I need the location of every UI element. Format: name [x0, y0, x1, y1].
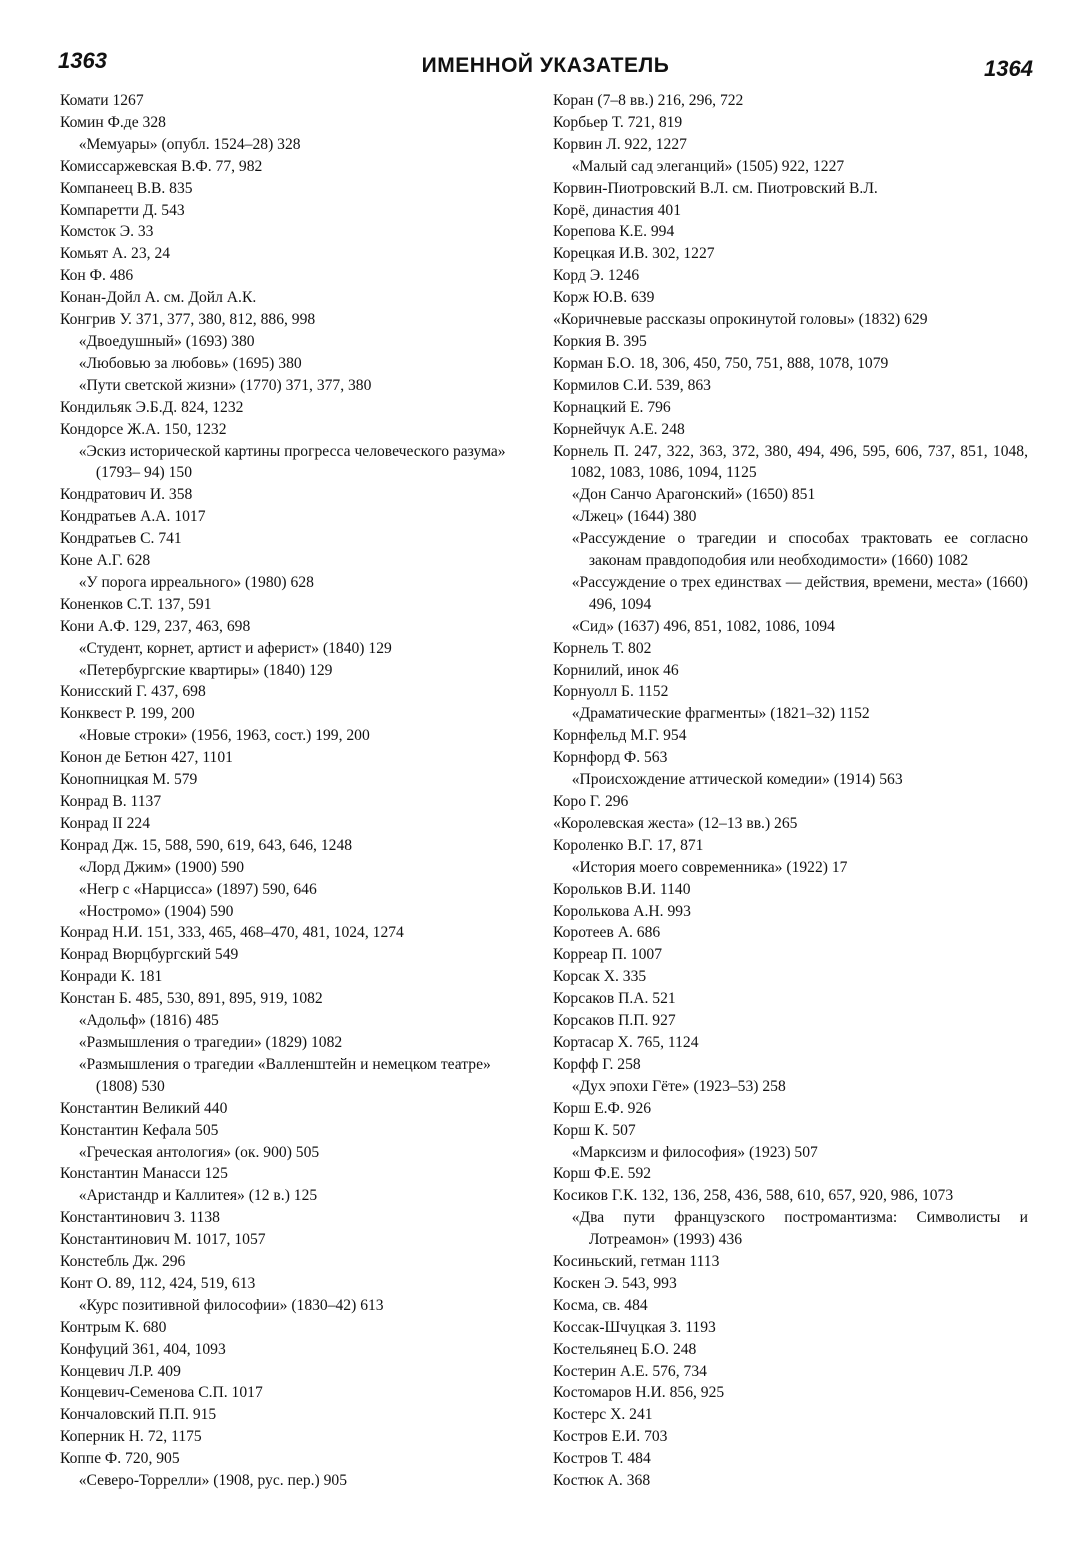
index-entry: Коне А.Г. 628: [60, 552, 151, 570]
index-subentry: «Размышления о трагедии «Валленштейн и немецком театре» (1808) 530: [78, 1055, 491, 1095]
index-entry: Корвин-Пиотровский В.Л. см. Пиотровский В.Л.: [553, 179, 878, 197]
left-column: [60, 90, 530, 1492]
index-entry: Короленко В.Г. 17, 871: [553, 836, 704, 854]
index-entry: Кортасар Х. 765, 1124: [553, 1033, 699, 1051]
index-entry: Корж Ю.В. 639: [553, 289, 655, 307]
index-entry: Коппе Ф. 720, 905: [60, 1450, 180, 1468]
index-entry: Компаретти Д. 543: [60, 201, 185, 219]
index-entry: Корд Э. 1246: [553, 267, 640, 285]
index-entry: Кондратьев А.А. 1017: [60, 508, 206, 526]
index-subentry: «Лорд Джим» (1900) 590: [78, 858, 245, 876]
index-subentry: «Аристандр и Каллитея» (12 в.) 125: [78, 1187, 318, 1205]
index-entry: Корнель П. 247, 322, 363, 372, 380, 494, 496, 595, 606, 737, 851, 1048, 1082, 1083, 1086, 1094, 1125: [553, 442, 1028, 482]
index-entry: Конрад В. 1137: [60, 793, 162, 810]
index-subentry: «Любовью за любовь» (1695) 380: [78, 354, 302, 372]
index-entry: Комин Ф.де 328: [60, 113, 166, 131]
index-entry: Корольков В.И. 1140: [553, 880, 691, 898]
index-entry: Костерс Х. 241: [553, 1406, 653, 1424]
index-entry: Коротеев А. 686: [553, 924, 661, 942]
index-entry: Концевич Л.Р. 409: [60, 1362, 181, 1380]
index-entry: Кондорсе Ж.А. 150, 1232: [60, 420, 227, 438]
index-entry: Конради К. 181: [60, 968, 163, 986]
page-number-right: 1364: [984, 56, 1033, 81]
page-title: ИМЕННОЙ УКАЗАТЕЛЬ: [421, 54, 670, 77]
index-subentry: «Адольф» (1816) 485: [78, 1012, 219, 1030]
index-entry: Конон де Бетюн 427, 1101: [60, 749, 233, 767]
index-subentry: «Лжец» (1644) 380: [571, 508, 697, 526]
index-subentry: «Марксизм и философия» (1923) 507: [571, 1143, 818, 1161]
index-entry: Конопницкая М. 579: [60, 771, 198, 789]
index-entry: Корсак Х. 335: [553, 968, 647, 986]
index-entry: Константин Кефала 505: [60, 1121, 219, 1139]
index-entry: Костельянец Б.О. 248: [553, 1340, 697, 1358]
index-entry: Коскен Э. 543, 993: [553, 1274, 677, 1292]
index-entry: Конрад Н.И. 151, 333, 465, 468–470, 481, 1024, 1274: [60, 924, 404, 942]
index-subentry: «Рассуждение о трагедии и способах трактовать ее согласно законам правдоподобия или необходимости» (1660) 1082: [571, 530, 1028, 570]
index-entry: Костюк А. 368: [553, 1472, 651, 1490]
index-entry: Корвин Л. 922, 1227: [553, 135, 687, 153]
index-entry: «Коричневые рассказы опрокинутой головы» (1832) 629: [553, 311, 928, 329]
index-subentry: «Курс позитивной философии» (1830–42) 613: [78, 1296, 384, 1314]
index-entry: Константин Манасси 125: [60, 1165, 228, 1183]
index-subentry: «Эскиз исторической картины прогресса человеческого разума» (1793– 94) 150: [78, 442, 506, 482]
index-entry: Конрад Дж. 15, 588, 590, 619, 643, 646, 1248: [60, 836, 353, 854]
index-subentry: «Размышления о трагедии» (1829) 1082: [78, 1033, 343, 1051]
index-entry: Конквест Р. 199, 200: [60, 705, 195, 723]
index-entry: Корнфорд Ф. 563: [553, 749, 668, 767]
index-entry: Коро Г. 296: [553, 793, 629, 810]
index-entry: Кон Ф. 486: [60, 267, 134, 285]
index-entry: Кондратович И. 358: [60, 486, 193, 504]
index-subentry: «Мемуары» (опубл. 1524–28) 328: [78, 135, 301, 153]
index-subentry: «Негр с «Нарцисса» (1897) 590, 646: [78, 880, 317, 898]
index-entry: Конгрив У. 371, 377, 380, 812, 886, 998: [60, 311, 316, 329]
index-entry: Коперник Н. 72, 1175: [60, 1428, 202, 1446]
index-entry: Констебль Дж. 296: [60, 1253, 186, 1271]
index-entry: Кормилов С.И. 539, 863: [553, 376, 711, 394]
index-entry: Константинович З. 1138: [60, 1209, 220, 1227]
index-entry: Констан Б. 485, 530, 891, 895, 919, 1082: [60, 990, 323, 1008]
index-subentry: «Петербургские квартиры» (1840) 129: [78, 661, 333, 679]
index-entry: Конисский Г. 437, 698: [60, 683, 206, 701]
index-subentry: «Ностромо» (1904) 590: [78, 902, 234, 920]
index-entry: Концевич-Семенова С.П. 1017: [60, 1384, 263, 1402]
index-entry: Костров Е.И. 703: [553, 1428, 668, 1446]
index-subentry: «Студент, корнет, артист и аферист» (1840) 129: [78, 639, 392, 657]
index-subentry: «Рассуждение о трех единствах — действия, времени, места» (1660) 496, 1094: [571, 573, 1028, 613]
index-entry: Корш К. 507: [553, 1121, 636, 1139]
index-entry: Корш Е.Ф. 926: [553, 1099, 652, 1117]
index-entry: Кондильяк Э.Б.Д. 824, 1232: [60, 398, 244, 416]
index-subentry: «Сид» (1637) 496, 851, 1082, 1086, 1094: [571, 617, 835, 635]
index-entry: Конрад II 224: [60, 814, 150, 832]
index-entry: Костров Т. 484: [553, 1450, 651, 1468]
index-entry: Костомаров Н.И. 856, 925: [553, 1384, 725, 1402]
index-entry: Корш Ф.Е. 592: [553, 1165, 652, 1183]
index-subentry: «Новые строки» (1956, 1963, сост.) 199, 200: [78, 727, 370, 745]
index-subentry: «Двоедушный» (1693) 380: [78, 332, 255, 350]
index-subentry: «История моего современника» (1922) 17: [571, 858, 848, 876]
index-subentry: «Дон Санчо Арагонский» (1650) 851: [571, 486, 816, 504]
index-entry: Конан-Дойл А. см. Дойл А.К.: [60, 289, 257, 307]
index-entry: Коркия В. 395: [553, 332, 647, 350]
index-entry: Корсаков П.А. 521: [553, 990, 676, 1008]
index-entry: Корё, династия 401: [553, 201, 682, 219]
index-subentry: «Происхождение аттической комедии» (1914) 563: [571, 771, 903, 789]
index-entry: Корепова К.Е. 994: [553, 223, 675, 241]
index-subentry: «Греческая антология» (ок. 900) 505: [78, 1143, 320, 1161]
index-entry: Контрым К. 680: [60, 1318, 167, 1336]
index-subentry: «Драматические фрагменты» (1821–32) 1152: [571, 705, 870, 723]
index-entry: Кондратьев С. 741: [60, 530, 182, 548]
index-entry: Корнфельд М.Г. 954: [553, 727, 687, 745]
index-entry: Конт О. 89, 112, 424, 519, 613: [60, 1274, 256, 1292]
page-header: [58, 46, 1033, 86]
index-entry: Коненков С.Т. 137, 591: [60, 595, 212, 613]
index-entry: Корбьер Т. 721, 819: [553, 113, 683, 131]
index-entry: Комати 1267: [60, 92, 144, 109]
index-entry: Корсаков П.П. 927: [553, 1012, 676, 1030]
index-entry: Корецкая И.В. 302, 1227: [553, 245, 715, 263]
index-entry: «Королевская жеста» (12–13 вв.) 265: [553, 814, 798, 832]
index-entry: Константин Великий 440: [60, 1099, 228, 1117]
index-entry: Королькова А.Н. 993: [553, 902, 691, 920]
index-entry: Компанеец В.В. 835: [60, 179, 193, 197]
index-entry: Корреар П. 1007: [553, 946, 662, 964]
index-subentry: «У порога ирреального» (1980) 628: [78, 573, 314, 591]
index-entry: Конфуций 361, 404, 1093: [60, 1340, 226, 1358]
right-column: [553, 90, 1028, 1492]
index-subentry: «Северо-Торрелли» (1908, рус. пер.) 905: [78, 1472, 348, 1490]
index-entry: Кони А.Ф. 129, 237, 463, 698: [60, 617, 251, 635]
index-subentry: «Дух эпохи Гёте» (1923–53) 258: [571, 1077, 786, 1095]
index-subentry: «Малый сад элеганций» (1505) 922, 1227: [571, 157, 845, 175]
index-entry: Комиссаржевская В.Ф. 77, 982: [60, 157, 263, 175]
index-entry: Корнейчук А.Е. 248: [553, 420, 685, 438]
index-entry: Корнилий, инок 46: [553, 661, 679, 679]
index-entry: Корнуолл Б. 1152: [553, 683, 669, 701]
index-entry: Костерин А.Е. 576, 734: [553, 1362, 707, 1380]
index-entry: Коссак-Шчуцкая З. 1193: [553, 1318, 716, 1336]
index-entry: Конрад Вюрцбургский 549: [60, 946, 239, 964]
index-subentry: «Два пути французского постромантизма: Символисты и Лотреамон» (1993) 436: [571, 1209, 1028, 1249]
index-entry: Комьят А. 23, 24: [60, 245, 171, 263]
index-entry: Константинович М. 1017, 1057: [60, 1231, 266, 1249]
index-entry: Корман Б.О. 18, 306, 450, 750, 751, 888, 1078, 1079: [553, 354, 889, 372]
index-entry: Коран (7–8 вв.) 216, 296, 722: [553, 92, 744, 109]
index-entry: Косма, св. 484: [553, 1296, 648, 1314]
index-entry: Кончаловский П.П. 915: [60, 1406, 217, 1424]
index-entry: Корнель Т. 802: [553, 639, 652, 657]
index-entry: Косиков Г.К. 132, 136, 258, 436, 588, 610, 657, 920, 986, 1073: [553, 1187, 954, 1205]
page-number-left: 1363: [58, 48, 107, 73]
index-subentry: «Пути светской жизни» (1770) 371, 377, 380: [78, 376, 372, 394]
index-entry: Корнацкий Е. 796: [553, 398, 671, 416]
index-entry: Корфф Г. 258: [553, 1055, 641, 1073]
index-entry: Комсток Э. 33: [60, 223, 154, 241]
index-entry: Косиньский, гетман 1113: [553, 1253, 720, 1271]
